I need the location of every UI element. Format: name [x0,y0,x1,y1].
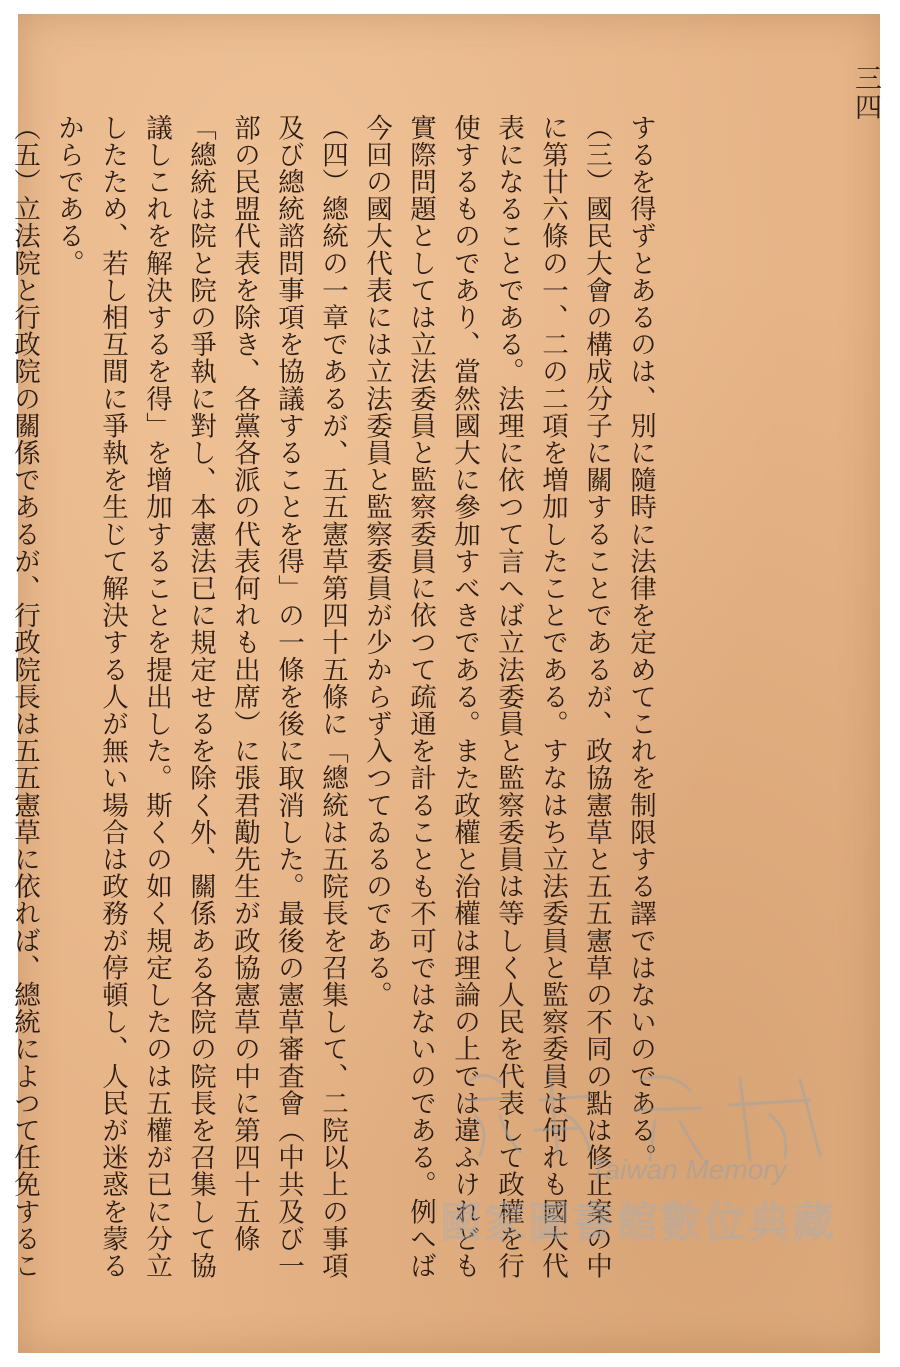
watermark-latin: Taiwan Memory [590,1154,787,1185]
page-sheet [9,14,881,1353]
paragraph-3: （四）總統の一章であるが、五五憲草第四十五條に「總統は五院長を召集して、二院以上の事項及び總統諮問事項を協議することを得」の一條を後に取消した。最後の憲草審査會（中共及び一部の民盟代表を除き、各黨各派の代表何れも出席）に張君勱先生が政協憲草の中に第四十五條「總統は院と院の爭執に對し、本憲法已に規定せるを除く外、關係ある各院の院長を召集して協議しこれを解決するを得」を增加することを提出した。斯くの如く規定したのは五權が已に分立したため、若し相互間に爭執を生じて解決する人が無い場合は政務が停頓し、人民が迷惑を蒙るからである。 [53,114,348,1280]
paragraph-2: （三）國民大會の構成分子に關することであるが、政協憲草と五五憲草の不同の點は修正案の中に第廿六條の一、二の二項を増加したことである。すなはち立法委員と監察委員は何れも國大代表になることである。法理に依つて言へば立法委員と監察委員は等しく人民を代表して政權を行使するものであり、當然國大に參加すべきである。また政權と治權は理論の上では違ふけれども實際問題としては立法委員と監察委員に依つて疏通を計ることも不可ではないのである。例へば今回の國大代表には立法委員と監察委員が少からず入つてゐるのである。 [361,114,612,1280]
paragraph-4: （五）立法院と行政院の關係であるが、行政院長は五五憲草に依れば、總統によつて任免するこ [9,114,40,1280]
page-number: 三四 [850,64,881,122]
paragraph-1: するを得ずとあるのは、別に隨時に法律を定めてこれを制限する譯ではないのである。 [625,114,656,1171]
document-body [9,114,662,1294]
